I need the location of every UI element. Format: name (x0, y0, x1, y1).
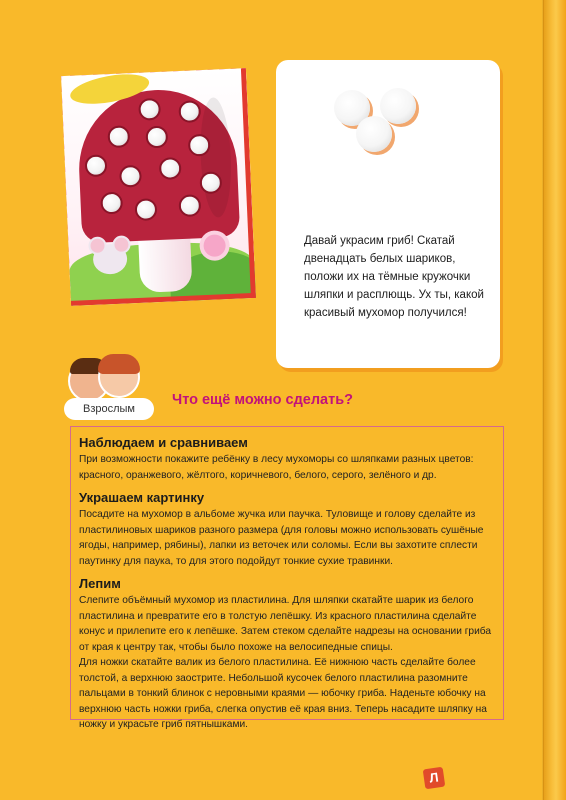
tips-content (79, 435, 497, 740)
tip-heading: Наблюдаем и сравниваем (79, 435, 248, 450)
white-ball (380, 88, 416, 124)
instruction-card (276, 60, 500, 368)
mushroom-illustration (61, 68, 256, 306)
white-ball (356, 116, 392, 152)
tip-body: Посадите на мухомор в альбоме жучка или паучка. Туловище и голову сделайте из пластилиновых шариков разного размера (для головы можно использовать сушёные ягоды, например, рябины), лапки из веточек или соломы. Если вы захотите сплести паутинку для паука, то для этого подойдут тонкие сухие травинки. (79, 509, 484, 567)
page-curl (542, 0, 552, 800)
tip-heading: Украшаем картинку (79, 490, 205, 505)
tip-heading: Лепим (79, 576, 121, 591)
watermark-logo: Л (423, 767, 446, 790)
tip-body: При возможности покажите ребёнку в лесу мухоморы со шляпками разных цветов: красного, оранжевого, жёлтого, коричневого, белого, серого, зелёного и др. (79, 454, 474, 481)
tip-body: Слепите объёмный мухомор из пластилина. Для шляпки скатайте шарик из белого пластилина и превратите его в толстую лепёшку. Из красного пластилина сделайте конус и прилепите его к лепёшке. Затем стеком сделайте надрезы на основании гриба от края к центру так, чтобы было похоже на велосипедные спицы. (79, 595, 492, 653)
tip-body-continued: Для ножки скатайте валик из белого пластилина. Её нижнюю часть сделайте более толстой, а верхнюю заострите. Небольшой кусочек белого пластилина разомните пальцами в тонкий блинок с неровными краями — юбочку гриба. Наденьте юбочку на верхнюю часть ножки гриба, слегка опустив её края вниз. Теперь насадите шляпку на ножку и украсьте гриб пятнышками. (79, 657, 487, 730)
section-title: Что ещё можно сделать? (172, 392, 353, 408)
adults-badge: Взрослым (64, 398, 154, 420)
tips-box (70, 426, 504, 730)
instruction-text: Давай украсим гриб! Скатай двенадцать белых шариков, положи их на тёмные кружочки шляпки и расплющь. Ух ты, какой красивый мухомор получился! (304, 235, 484, 319)
woman-face-icon (98, 356, 140, 398)
